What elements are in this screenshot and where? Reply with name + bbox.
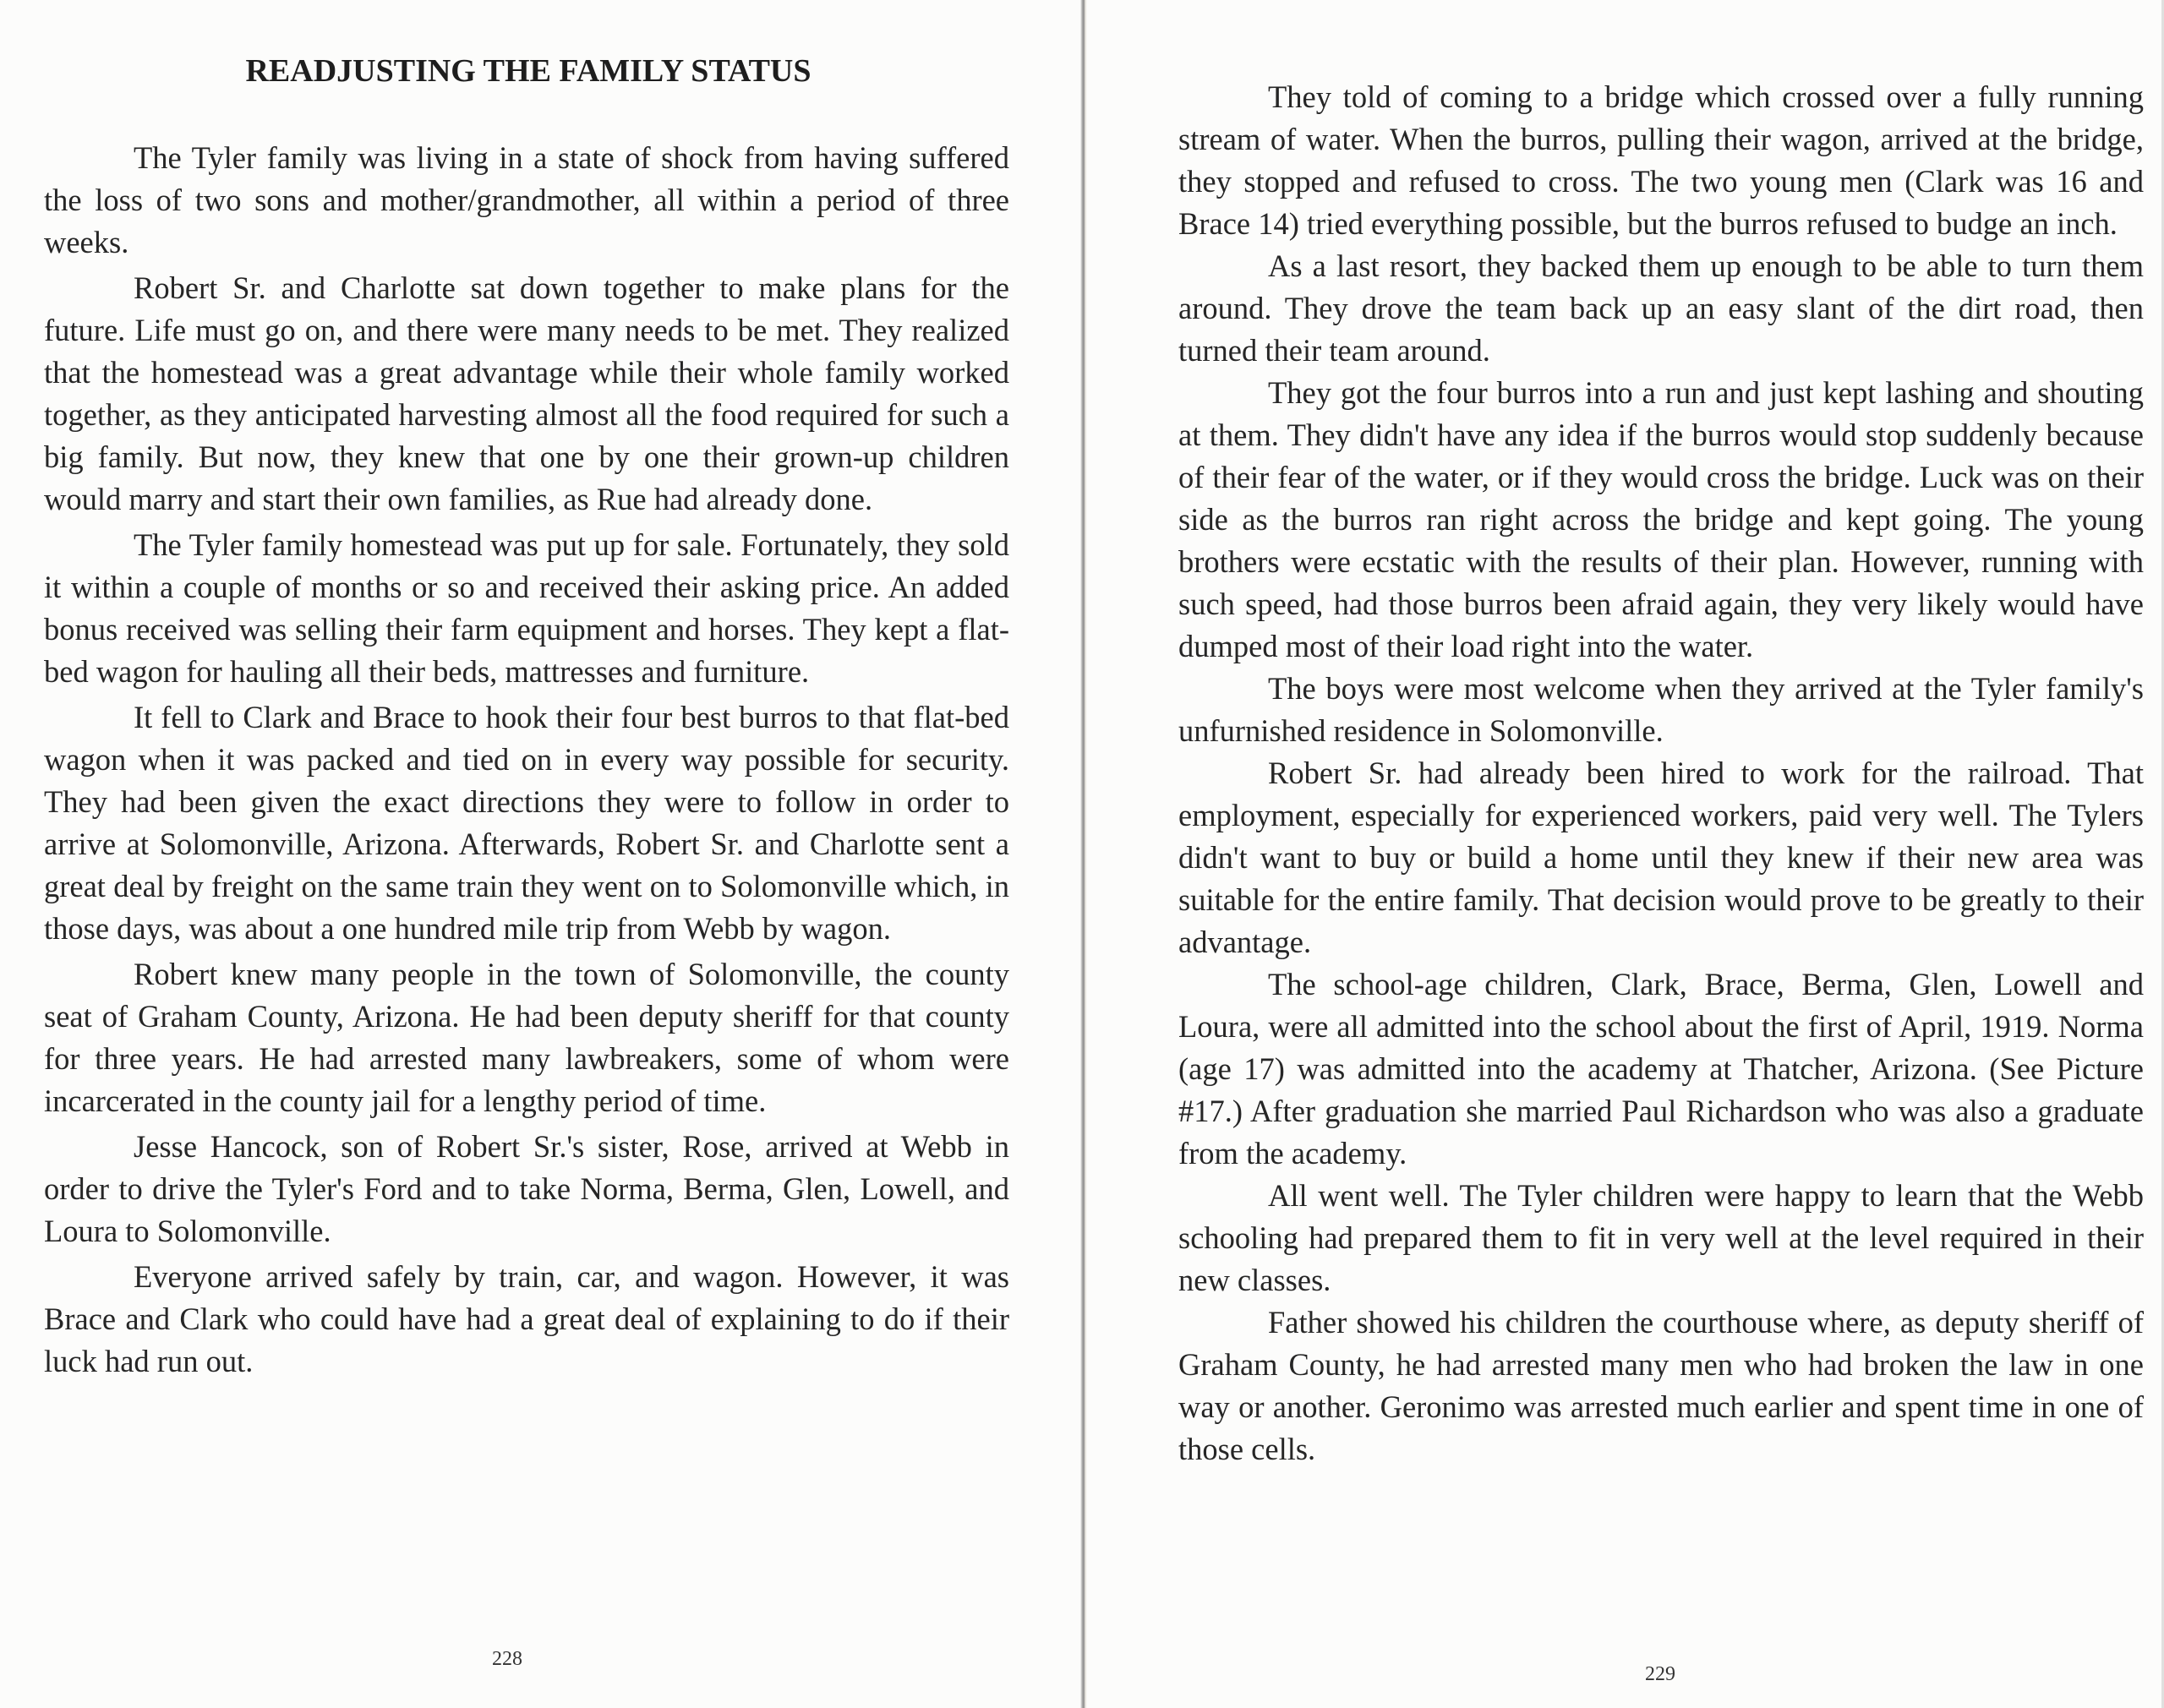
right-page-body xyxy=(1178,76,2144,1471)
page-number-left: 228 xyxy=(492,1648,522,1670)
left-page-body xyxy=(44,137,1009,1386)
paragraph: All went well. The Tyler children were happy to learn that the Webb schooling had prepared them to fit in very well at the level required in their new classes. xyxy=(1178,1178,2144,1297)
paragraph: The school-age children, Clark, Brace, Berma, Glen, Lowell and Loura, were all admitted into the school about the first of April, 1919. Norma (age 17) was admitted into the academy at Thatcher, Arizona. (See Picture #17.) After graduation she married Paul Richardson who was also a graduate from the academy. xyxy=(1178,967,2144,1170)
paragraph: Robert Sr. and Charlotte sat down together to make plans for the future. Life must go on, and there were many needs to be met. They realized that the homestead was a great advantage while their whole family worked together, as they anticipated harvesting almost all the food required for such a big family. But now, they knew that one by one their grown-up children would marry and start their own families, as Rue had already done. xyxy=(44,270,1009,516)
paragraph: Everyone arrived safely by train, car, and wagon. However, it was Brace and Clark who could have had a great deal of explaining to do if their luck had run out. xyxy=(44,1259,1009,1378)
chapter-title: READJUSTING THE FAMILY STATUS xyxy=(245,53,812,89)
paragraph: It fell to Clark and Brace to hook their four best burros to that flat-bed wagon when it was packed and tied on in every way possible for security. They had been given the exact directions they were to follow in order to arrive at Solomonville, Arizona. Afterwards, Robert Sr. and Charlotte sent a great deal by freight on the same train they went on to Solomonville which, in those days, was about a one hundred mile trip from Webb by wagon. xyxy=(44,700,1009,946)
paragraph: The Tyler family homestead was put up for sale. Fortunately, they sold it within a couple of months or so and received their asking price. An added bonus received was selling their farm equipment and horses. They kept a flat-bed wagon for hauling all their beds, mattresses and furniture. xyxy=(44,527,1009,689)
paragraph: Father showed his children the courthouse where, as deputy sheriff of Graham County, he had arrested many men who had broken the law in one way or another. Geronimo was arrested much earlier and spent time in one of those cells. xyxy=(1178,1305,2144,1466)
page-number-right: 229 xyxy=(1645,1663,1675,1685)
paragraph: Robert Sr. had already been hired to work for the railroad. That employment, especially for experienced workers, paid very well. The Tylers didn't want to buy or build a home until they knew if their new area was suitable for the entire family. That decision would prove to be greatly to their advantage. xyxy=(1178,756,2144,959)
paragraph: Jesse Hancock, son of Robert Sr.'s sister, Rose, arrived at Webb in order to drive the Tyler's Ford and to take Norma, Berma, Glen, Lowell, and Loura to Solomonville. xyxy=(44,1129,1009,1248)
paragraph: The Tyler family was living in a state of shock from having suffered the loss of two sons and mother/grandmother, all within a period of three weeks. xyxy=(44,140,1009,259)
paragraph: Robert knew many people in the town of Solomonville, the county seat of Graham County, Arizona. He had been deputy sheriff for that county for three years. He had arrested many lawbreakers, some of whom were incarcerated in the county jail for a lengthy period of time. xyxy=(44,957,1009,1118)
book-gutter xyxy=(1080,0,1087,1708)
paragraph: They told of coming to a bridge which crossed over a fully running stream of water. When the burros, pulling their wagon, arrived at the bridge, they stopped and refused to cross. The two young men (Clark was 16 and Brace 14) tried everything possible, but the burros refused to budge an inch. xyxy=(1178,79,2144,241)
paragraph: As a last resort, they backed them up enough to be able to turn them around. They drove the team back up an easy slant of the dirt road, then turned their team around. xyxy=(1178,248,2144,368)
paragraph: They got the four burros into a run and just kept lashing and shouting at them. They didn't have any idea if the burros would stop suddenly because of their fear of the water, or if they would cross the bridge. Luck was on their side as the burros ran right across the bridge and kept going. The young brothers were ecstatic with the results of their plan. However, running with such speed, had those burros been afraid again, they very likely would have dumped most of their load right into the water. xyxy=(1178,375,2144,663)
paragraph: The boys were most welcome when they arrived at the Tyler family's unfurnished residence in Solomonville. xyxy=(1178,671,2144,748)
